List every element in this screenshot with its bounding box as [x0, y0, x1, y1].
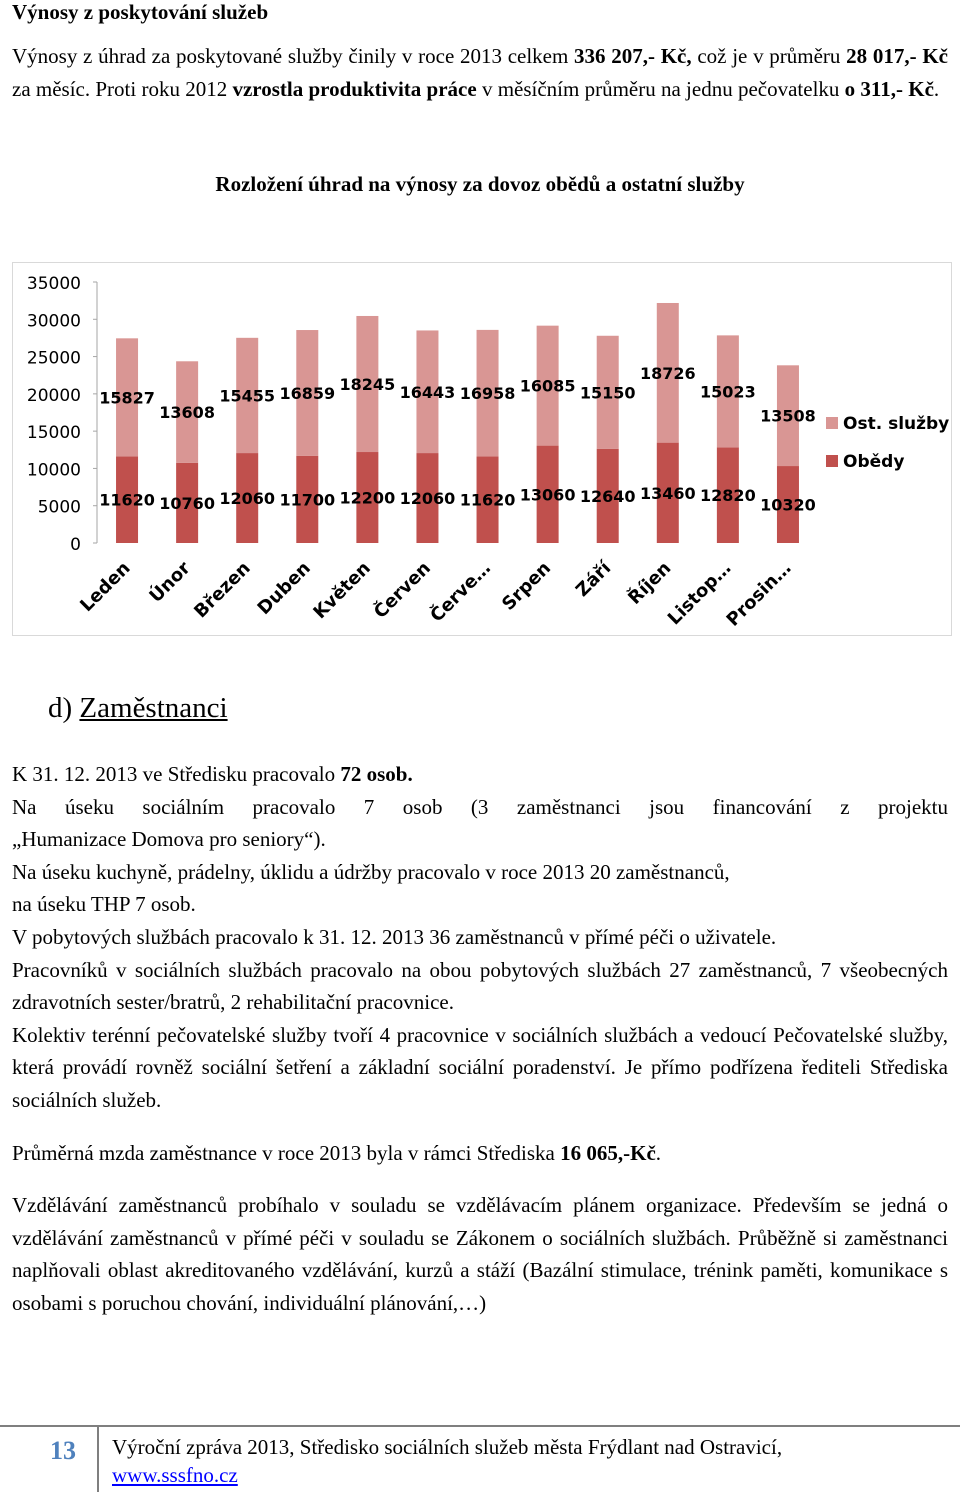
- data-label-ost-sluzby: 18726: [639, 363, 696, 383]
- x-tick-label: Leden: [76, 557, 135, 617]
- data-label-obedy: 12060: [399, 489, 456, 509]
- wage-value: 16 065,-Kč: [560, 1140, 656, 1165]
- data-label-obedy: 10320: [760, 495, 816, 515]
- revenue-amount: 336 207,- Kč,: [574, 44, 692, 68]
- y-tick-label: 5000: [37, 497, 81, 518]
- page-number: 13: [50, 1436, 76, 1465]
- data-label-obedy: 13060: [519, 485, 576, 505]
- footer: [112, 1433, 782, 1489]
- chart-container: [12, 262, 952, 636]
- y-tick-label: 25000: [26, 348, 81, 369]
- employees-total-text: K 31. 12. 2013 ve Středisku pracovalo: [12, 762, 341, 786]
- section-title: Výnosy z poskytování služeb: [12, 0, 269, 24]
- data-label-ost-sluzby: 16085: [519, 376, 576, 396]
- x-tick-label: Červe…: [426, 557, 496, 627]
- legend-label: Ost. služby: [843, 414, 950, 434]
- chart-title: Rozložení úhrad na výnosy za dovoz obědů a ostatní služby: [215, 172, 745, 196]
- legend-swatch: [826, 417, 838, 429]
- heading-prefix: d): [48, 692, 80, 724]
- data-label-obedy: 11620: [459, 490, 516, 510]
- data-label-obedy: 12640: [579, 486, 636, 506]
- data-label-obedy: 11700: [279, 490, 336, 510]
- data-label-obedy: 13460: [639, 483, 696, 503]
- x-tick-label: Září: [571, 557, 616, 601]
- employees-paragraph-8: Kolektiv terénní pečovatelské služby tvoří 4 pracovnice v sociálních službách a vedoucí Pečovatelské služby, která provádí rovněž sociální šetření a základní sociální poradenství. Je přímo podřízena řediteli Střediska sociálních služeb.: [12, 1022, 948, 1112]
- employees-heading: [48, 692, 228, 725]
- data-label-obedy: 10760: [159, 493, 215, 513]
- x-tick-label: Říjen: [624, 557, 676, 609]
- revenue-text-3: za měsíc. Proti roku 2012: [12, 76, 233, 101]
- y-tick-label: 10000: [26, 460, 81, 481]
- data-label-obedy: 11620: [99, 490, 155, 510]
- data-label-ost-sluzby: 16958: [459, 384, 516, 404]
- x-tick-label: Prosin…: [722, 557, 796, 631]
- revenue-chart: [13, 263, 951, 635]
- x-tick-label: Listop…: [663, 557, 736, 630]
- employees-line-5: na úseku THP 7 osob.: [12, 892, 196, 917]
- data-label-obedy: 12820: [700, 486, 756, 506]
- legend-swatch: [826, 455, 838, 467]
- wage-line: [12, 1137, 948, 1170]
- y-tick-label: 35000: [26, 274, 81, 294]
- revenue-text-1: Výnosy z úhrad za poskytované služby činily v roce 2013 celkem: [12, 44, 575, 68]
- training-paragraph: Vzdělávání zaměstnanců probíhalo v souladu se vzdělávacím plánem organizace. Především se jedná o vzdělávání zaměstnanců v přímé péči v souladu se Zákonem o sociálních službách. Průběžně si zaměstnanci naplňovali oblast akreditovaného vzdělávání, kurzů a stáží (Bazální stimulace, trénink paměti, komunikace s osobami s poruchou chování, individuální plánování,…): [12, 1193, 948, 1315]
- data-label-ost-sluzby: 13508: [760, 406, 816, 426]
- x-tick-label: Srpen: [498, 557, 556, 615]
- data-label-ost-sluzby: 18245: [339, 374, 396, 394]
- employees-line-1: [12, 758, 948, 791]
- revenue-text-5: .: [933, 76, 940, 101]
- revenue-paragraph: [12, 40, 948, 105]
- data-label-ost-sluzby: 16859: [279, 383, 336, 403]
- data-label-ost-sluzby: 15150: [579, 383, 636, 403]
- data-label-obedy: 12060: [219, 489, 276, 509]
- data-label-ost-sluzby: 15455: [219, 386, 276, 406]
- x-tick-label: Únor: [145, 557, 195, 607]
- y-tick-label: 15000: [26, 423, 81, 444]
- footer-link[interactable]: www.sssfno.cz: [112, 1463, 238, 1487]
- employees-total: 72 osob.: [340, 762, 413, 786]
- data-label-ost-sluzby: 15023: [700, 382, 756, 402]
- footer-divider: [0, 1425, 960, 1427]
- y-tick-label: 0: [70, 535, 81, 555]
- x-tick-label: Červen: [369, 557, 435, 623]
- revenue-monthly: 28 017,- Kč: [846, 44, 948, 68]
- revenue-growth: vzrostla produktivita práce: [232, 76, 477, 101]
- revenue-growth-value: o 311,- Kč: [844, 76, 934, 101]
- footer-text: Výroční zpráva 2013, Středisko sociálních služeb města Frýdlant nad Ostravicí,: [112, 1435, 783, 1459]
- wage-end: .: [655, 1140, 662, 1165]
- x-tick-label: Duben: [253, 557, 315, 619]
- employees-line-3: „Humanizace Domova pro seniory“).: [12, 827, 326, 852]
- footer-vertical-divider: [97, 1425, 99, 1492]
- data-label-ost-sluzby: 13608: [159, 403, 215, 423]
- revenue-text-2: což je v průměru: [691, 44, 847, 68]
- employees-line-4: Na úseku kuchyně, prádelny, úklidu a údržby pracovalo v roce 2013 20 zaměstnanců,: [12, 859, 730, 884]
- wage-text: Průměrná mzda zaměstnance v roce 2013 byla v rámci Střediska: [12, 1140, 561, 1165]
- data-label-ost-sluzby: 15827: [99, 388, 155, 408]
- x-tick-label: Květen: [309, 557, 375, 624]
- revenue-text-4: v měsíčním průměru na jednu pečovatelku: [476, 76, 845, 101]
- employees-line-2: Na úseku sociálním pracovalo 7 osob (3 zaměstnanci jsou financování z projektu: [12, 794, 948, 819]
- y-tick-label: 30000: [26, 311, 81, 332]
- legend-label: Obědy: [843, 452, 905, 472]
- heading-text: Zaměstnanci: [79, 692, 228, 724]
- y-tick-label: 20000: [26, 385, 81, 406]
- x-tick-label: Březen: [190, 557, 255, 623]
- employees-line-6: V pobytových službách pracovalo k 31. 12. 2013 36 zaměstnanců v přímé péči o uživatele.: [12, 924, 777, 949]
- employees-body: [12, 758, 948, 1320]
- data-label-ost-sluzby: 16443: [399, 382, 456, 402]
- employees-paragraph-7: Pracovníků v sociálních službách pracovalo na obou pobytových službách 27 zaměstnanců, 7 všeobecných zdravotních sester/bratrů, 2 rehabilitační pracovnice.: [12, 957, 948, 1015]
- data-label-obedy: 12200: [339, 488, 396, 508]
